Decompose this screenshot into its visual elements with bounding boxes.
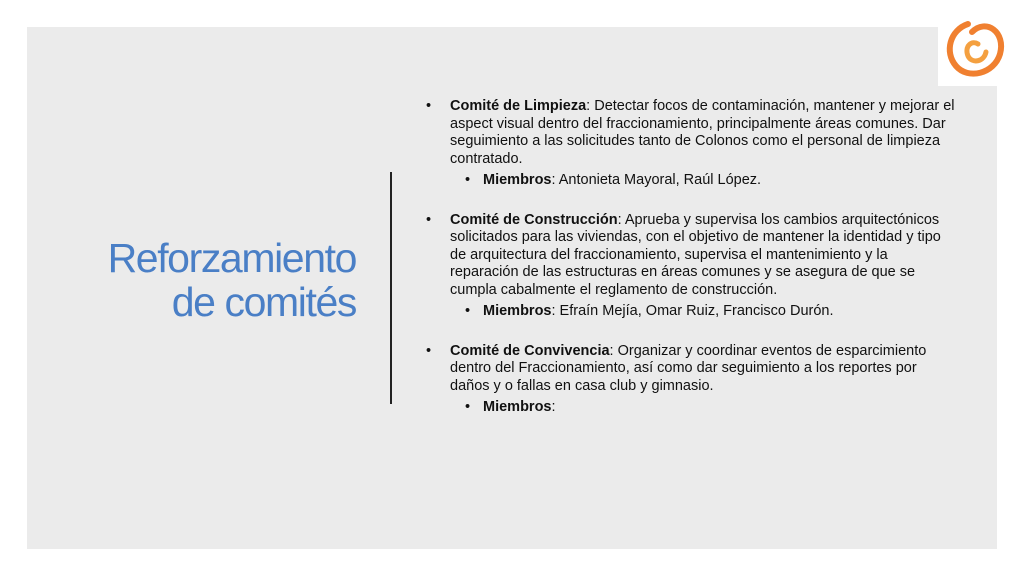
orange-swirl-logo-icon (938, 10, 1008, 86)
title-line-2: de comités (171, 279, 356, 325)
logo (938, 10, 1008, 86)
bullet-icon: • (426, 342, 432, 359)
bullet-icon: • (465, 172, 471, 188)
committee-item-limpieza (426, 98, 958, 190)
bullet-icon: • (465, 303, 471, 319)
members-text: : Efraín Mejía, Omar Ruiz, Francisco Durón. (551, 303, 834, 319)
committee-description: : Organizar y coordinar eventos de esparcimiento dentro del Fraccionamiento, así como dar seguimiento a los reportes por daños y o fallas en casa club y gimnasio. (450, 342, 927, 394)
committee-item-construccion (426, 212, 958, 321)
committee-description: : Aprueba y supervisa los cambios arquitectónicos solicitados para las viviendas, con el objetivo de mantener la identidad y tipo de arquitectura del fraccionamiento, supervisa el mantenimiento y la reparación de las estructuras en áreas comunes y se asegura de que se cumpla cabalmente el reglamento de construcción. (450, 211, 941, 298)
members-line (450, 303, 958, 321)
members-text: : Antonieta Mayoral, Raúl López. (551, 172, 762, 188)
members-text: : (551, 399, 556, 415)
vertical-divider (390, 172, 392, 404)
committee-description: : Detectar focos de contaminación, mantener y mejorar el aspect visual dentro del fraccionamiento, principalmente áreas comunes. Dar seguimiento a las solicitudes tanto de Colonos como el personal de limpieza contratado. (450, 98, 955, 167)
members-label: Miembros (483, 172, 552, 188)
committee-heading: Comité de Construcción (450, 211, 618, 228)
bullet-icon: • (426, 98, 432, 114)
committee-item-convivencia (426, 343, 958, 417)
members-line (450, 172, 958, 190)
members-line (450, 399, 958, 417)
bullet-icon: • (465, 399, 471, 415)
committee-heading: Comité de Limpieza (450, 98, 587, 114)
members-label: Miembros (483, 303, 552, 319)
title-line-1: Reforzamiento (107, 235, 356, 281)
members-label: Miembros (483, 399, 552, 415)
committee-list (426, 98, 958, 417)
committee-heading: Comité de Convivencia (450, 342, 610, 359)
bullet-icon: • (426, 211, 432, 228)
slide-title (60, 236, 356, 324)
